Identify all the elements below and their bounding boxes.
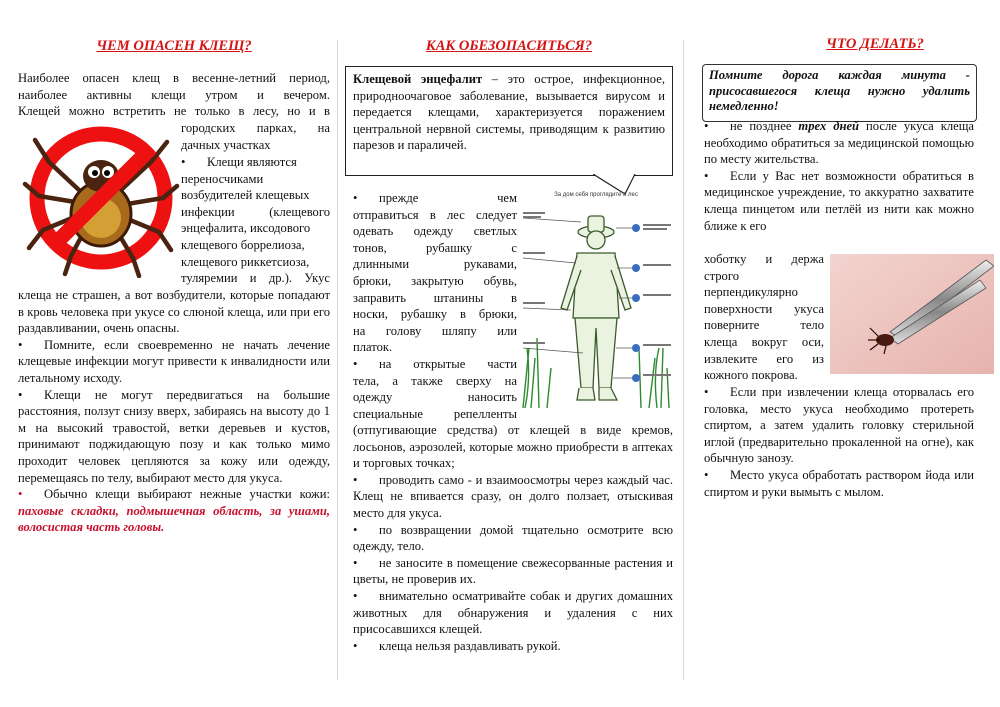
heading-danger: ЧЕМ ОПАСЕН КЛЕЩ? bbox=[96, 38, 252, 54]
column-actions bbox=[690, 0, 990, 707]
urgent-box: Помните дорога каждая минута - присосавшегося клеща нужно удалить немедленно! bbox=[702, 64, 977, 122]
heading-actions: ЧТО ДЕЛАТЬ? bbox=[826, 36, 924, 52]
actions-list-top: • не позднее трех дней после укуса клеща необходимо обратиться за медицинской помощью по месту жительства. • Если у Вас нет возможности обратиться в медицинское учреждение, то аккуратно захватите клеща пинцетом или петлёй из нити как можно ближе к его bbox=[704, 118, 974, 234]
actions-list-bottom: • Если при извлечении клеща оторвалась его головка, место укуса необходимо протереть спиртом, а затем удалить головку стерильной иглой (предварительно прокаленной на огне), как обычную занозу. • Место укуса обработать раствором йода или спиртом и руки вымыть с мылом. bbox=[704, 384, 974, 500]
hiker-illustration bbox=[521, 192, 673, 410]
column-protection bbox=[345, 0, 673, 707]
clothing-advice: • прежде чем отправиться в лес следует одевать одежду светлых тонов, рубашку с длинными рукавами, брюки, закрытую обувь, заправить штанины в носки, рубашку в брюки, на голову шляпу или платок. • на открытые части тела, а также сверху на одежду наносить специальные репелленты bbox=[353, 190, 517, 422]
prevention-list: (отпугивающие средства) от клещей в виде кремов, лосьонов, аэрозолей, которые можно приобрести в аптеках и торговых точках; • проводить само - и взаимоосмотры через каждый час. Клещ не впивается сразу, он долго ползает, отыскивая место для укуса. • по возвращении домой тщательно осмотрите всю одежду, тело. • не заносите в помещение свежесорванные растения и цветы, не проверив их. • внимательно осматривайте собак и других домашних животных для обнаружения и удаления с них присосавшихся клещей. • клеща нельзя раздавливать рукой. bbox=[353, 422, 673, 654]
no-tick-icon bbox=[20, 118, 182, 278]
heading-protection: КАК ОБЕЗОПАСИТЬСЯ? bbox=[425, 38, 593, 54]
parks-text: городских парках, на дачных участках bbox=[181, 121, 330, 152]
column-danger bbox=[18, 0, 330, 707]
carriers-text-full: клеща не страшен, а вот возбудители, которые попадают в кровь человека при укусе со слюной клеща, или при его раздавливании, очень опасны. • Помните, если своевременно не начать лечение клещевые инфекции могут привести к инвалидности или летальному исходу. • Клещи не могут передвигаться на большие расстояния, ползут снизу вверх, забираясь на высоту до 1 м на высокий травостой, ветки деревьев и кустов, принимают поджидающую позу и как только мимо проходит человек цепляются за кожу или одежду, перемещаясь по телу, выбирают место для укуса. • Обычно клещи выбирают нежные участки кожи: паховые складки, подмышечная область, за ушами, волосистая часть головы. bbox=[18, 287, 330, 536]
intro-text: Наиболее опасен клещ в весенне-летний период, наиболее активны клещи утром и вечером. Клещей можно встретить не только в лесу, но и в bbox=[18, 71, 330, 119]
removal-narrow: хоботку и держа строго перпендикулярно поверхности укуса поверните тело клеща вокруг оси, извлеките его из кожного покрова. bbox=[704, 252, 824, 383]
carriers-text-narrow: • Клещи являются переносчиками возбудителей клещевых инфекции (клещевого энцефалита, иксодового клещевого боррелиоза, клещевого риккетсиоза, туляремии и др.). Укус bbox=[181, 154, 330, 287]
divider-1 bbox=[337, 40, 338, 680]
tweezers-photo bbox=[830, 254, 994, 374]
divider-2 bbox=[683, 40, 684, 680]
encephalitis-box: Клещевой энцефалит – это острое, инфекционное, природноочаговое заболевание, вызывается вирусом и передается клещами, характеризуется поражением центральной нервной системы, приводящим к развитию парезов и параличей. bbox=[345, 66, 673, 176]
illustration-title: За дом себя проглядите в лес bbox=[554, 192, 638, 198]
hiker-icon bbox=[521, 198, 673, 408]
